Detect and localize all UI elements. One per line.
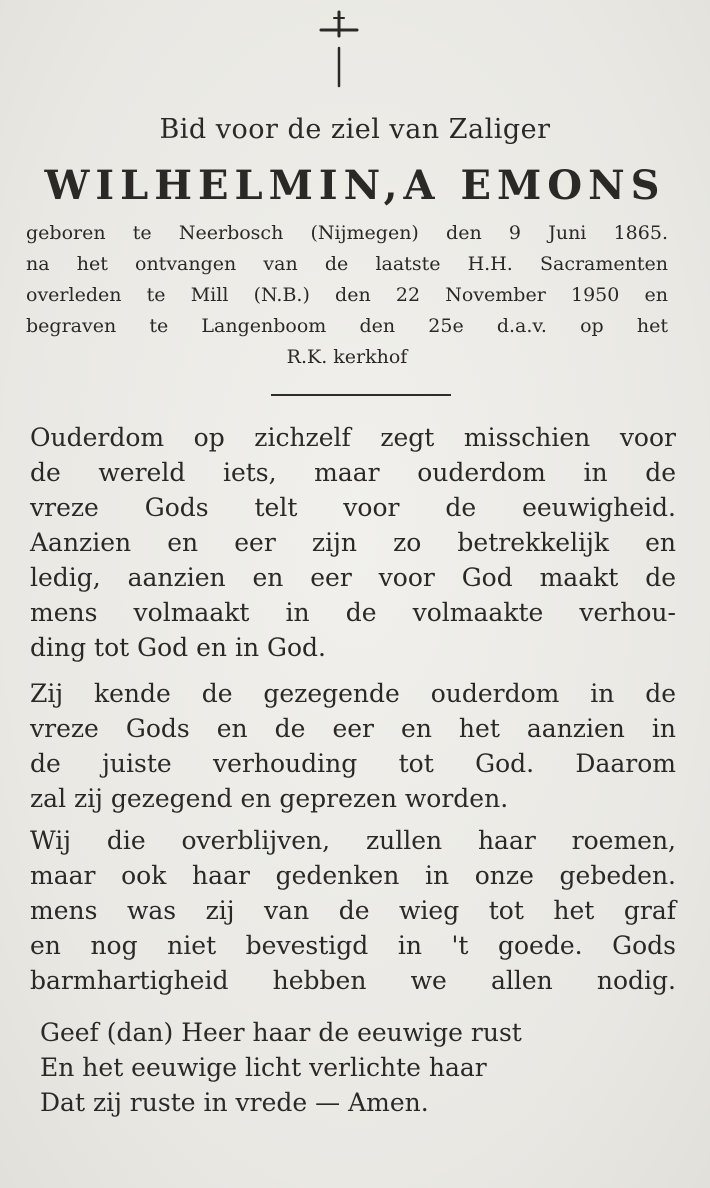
text-line: maar ook haar gedenken in onze gebeden. xyxy=(30,861,676,890)
detail-line: overleden te Mill (N.B.) den 22 November 1950 en xyxy=(26,284,668,306)
text-line: de wereld iets, maar ouderdom in de xyxy=(30,458,676,487)
life-details xyxy=(26,218,668,373)
closing-line: Geef (dan) Heer haar de eeuwige rust xyxy=(40,1018,522,1047)
paragraph-1 xyxy=(30,420,676,665)
text-line: mens was zij van de wieg tot het graf xyxy=(30,896,676,925)
text-line: zal zij gezegend en geprezen worden. xyxy=(30,784,509,813)
text-line: de juiste verhouding tot God. Daarom xyxy=(30,749,676,778)
text-line: Zij kende de gezegende ouderdom in de xyxy=(30,679,676,708)
closing-line: En het eeuwige licht verlichte haar xyxy=(40,1053,487,1082)
deceased-name: WILHELMIN,A EMONS xyxy=(44,162,666,209)
text-line: en nog niet bevestigd in 't goede. Gods xyxy=(30,931,676,960)
text-line: vreze Gods telt voor de eeuwigheid. xyxy=(30,493,676,522)
detail-line: na het ontvangen van de laatste H.H. Sacramenten xyxy=(26,253,668,275)
text-line: mens volmaakt in de volmaakte verhou- xyxy=(30,598,676,627)
divider xyxy=(271,394,451,396)
closing-prayer xyxy=(40,1015,522,1120)
prayer-intro: Bid voor de ziel van Zaliger xyxy=(159,114,551,145)
paragraph-2 xyxy=(30,676,676,816)
cross-icon xyxy=(318,8,360,88)
text-line: ding tot God en in God. xyxy=(30,633,326,662)
paragraph-3 xyxy=(30,823,676,998)
text-line: vreze Gods en de eer en het aanzien in xyxy=(30,714,676,743)
text-line: ledig, aanzien en eer voor God maakt de xyxy=(30,563,676,592)
detail-line-last: R.K. kerkhof xyxy=(286,346,408,368)
text-line: Aanzien en eer zijn zo betrekkelijk en xyxy=(30,528,676,557)
text-line: Wij die overblijven, zullen haar roemen, xyxy=(30,826,676,855)
text-line: Ouderdom op zichzelf zegt misschien voor xyxy=(30,423,676,452)
closing-line: Dat zij ruste in vrede — Amen. xyxy=(40,1088,429,1117)
text-line: barmhartigheid hebben we allen nodig. xyxy=(30,966,676,995)
detail-line: begraven te Langenboom den 25e d.a.v. op het xyxy=(26,315,668,337)
detail-line: geboren te Neerbosch (Nijmegen) den 9 Juni 1865. xyxy=(26,222,668,244)
